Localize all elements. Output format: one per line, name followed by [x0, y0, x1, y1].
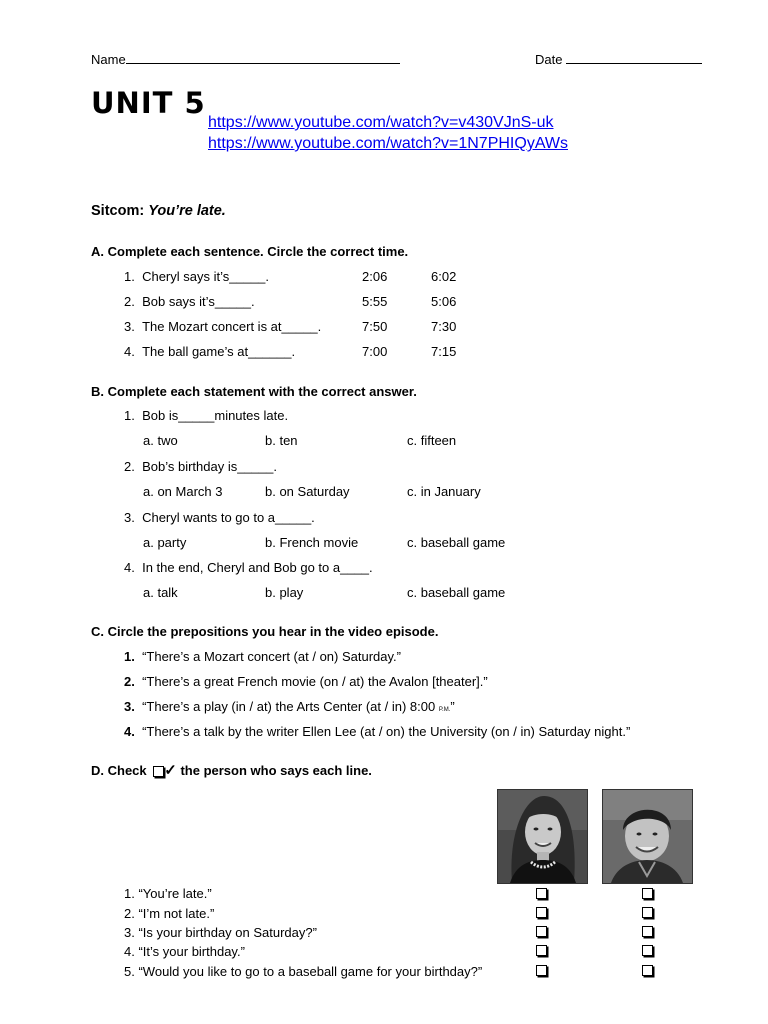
answer-option-a[interactable]: a. party [143, 535, 187, 550]
time-option[interactable]: 7:00 [362, 344, 388, 359]
answer-option-b[interactable]: b. on Saturday [265, 484, 350, 499]
section-c-heading: C. Circle the prepositions you hear in the video episode. [91, 624, 439, 639]
item-text: Bob is_____minutes late. [142, 408, 289, 423]
item-number: 4. [124, 560, 135, 575]
item-text: “There’s a play (in / at) the Arts Center (at / in) 8:00 [142, 699, 436, 714]
section-d-item [124, 886, 212, 901]
time-option[interactable]: 2:06 [362, 269, 388, 284]
answer-option-a[interactable]: a. talk [143, 585, 178, 600]
answer-option-a[interactable]: a. on March 3 [143, 484, 223, 499]
item-text: Cheryl says it’s_____. [142, 269, 270, 284]
time-option[interactable]: 6:02 [431, 269, 457, 284]
item-number: 3. [124, 699, 135, 714]
answer-option-c[interactable]: c. fifteen [407, 433, 457, 448]
section-b-item [124, 408, 288, 423]
checkbox-icon[interactable] [642, 907, 653, 918]
answer-option-c[interactable]: c. in January [407, 484, 481, 499]
time-option[interactable]: 5:06 [431, 294, 457, 309]
answer-option-c[interactable]: c. baseball game [407, 585, 506, 600]
unit-title: UNIT 5 [91, 86, 206, 120]
name-label: Name [91, 52, 126, 67]
item-text: The ball game’s at______. [142, 344, 296, 359]
item-number: 1. [124, 886, 135, 901]
answer-option-a[interactable]: a. two [143, 433, 178, 448]
section-a-item [124, 344, 295, 359]
section-a-item [124, 269, 269, 284]
section-b-item [124, 459, 277, 474]
section-c-item [124, 674, 488, 689]
section-a-heading: A. Complete each sentence. Circle the correct time. [91, 244, 409, 259]
checkbox-icon [153, 766, 164, 777]
heading-start: D. Check [91, 763, 147, 778]
cheryl-photo [497, 789, 588, 884]
answer-option-b[interactable]: b. play [265, 585, 304, 600]
item-number: 5. [124, 964, 135, 979]
time-option[interactable]: 7:15 [431, 344, 457, 359]
item-text: “There’s a talk by the writer Ellen Lee (at / on) the University (on / in) Saturday night.” [142, 724, 631, 739]
checkbox-icon[interactable] [642, 945, 653, 956]
section-d-item [124, 906, 214, 921]
checkbox-icon[interactable] [536, 907, 547, 918]
section-c-item [124, 649, 401, 664]
section-b-heading: B. Complete each statement with the correct answer. [91, 384, 417, 399]
time-option[interactable]: 7:30 [431, 319, 457, 334]
date-line[interactable] [566, 51, 702, 64]
video-link-2[interactable]: https://www.youtube.com/watch?v=1N7PHIQyAWs [208, 135, 568, 152]
item-number: 4. [124, 344, 135, 359]
section-c-item [124, 699, 455, 714]
item-number: 3. [124, 319, 135, 334]
item-number: 4. [124, 724, 135, 739]
section-d-item [124, 925, 317, 940]
checkbox-icon[interactable] [536, 965, 547, 976]
item-text: In the end, Cheryl and Bob go to a____. [142, 560, 373, 575]
item-number: 1. [124, 269, 135, 284]
checkbox-icon[interactable] [642, 926, 653, 937]
item-number: 2. [124, 906, 135, 921]
item-number: 3. [124, 925, 135, 940]
item-text: “There’s a Mozart concert (at / on) Saturday.” [142, 649, 401, 664]
item-text: The Mozart concert is at_____. [142, 319, 322, 334]
item-text: “You’re late.” [138, 886, 212, 901]
woman-portrait-icon [498, 790, 587, 883]
checkbox-icon[interactable] [642, 965, 653, 976]
item-number: 2. [124, 294, 135, 309]
date-field [535, 51, 702, 67]
item-text: “Is your birthday on Saturday?” [138, 925, 317, 940]
item-text: Bob says it’s_____. [142, 294, 255, 309]
section-c-item [124, 724, 630, 739]
bob-photo [602, 789, 693, 884]
answer-option-b[interactable]: b. ten [265, 433, 298, 448]
time-option[interactable]: 7:50 [362, 319, 388, 334]
section-d-item [124, 964, 482, 979]
item-text: Bob’s birthday is_____. [142, 459, 277, 474]
item-text: “I’m not late.” [138, 906, 215, 921]
item-text: Cheryl wants to go to a_____. [142, 510, 315, 525]
checkbox-icon[interactable] [642, 888, 653, 899]
sitcom-episode: You’re late. [148, 203, 226, 219]
section-d-item [124, 944, 245, 959]
sitcom-title [91, 203, 226, 219]
section-b-item [124, 560, 373, 575]
section-a-item [124, 319, 321, 334]
name-field [91, 51, 400, 67]
section-b-item [124, 510, 315, 525]
section-a-item [124, 294, 255, 309]
closing-quote: ” [450, 699, 455, 714]
pm-suffix: P.M. [438, 707, 451, 713]
section-d-heading [91, 761, 372, 779]
name-line[interactable] [126, 51, 400, 64]
checkbox-icon[interactable] [536, 888, 547, 899]
answer-option-b[interactable]: b. French movie [265, 535, 359, 550]
item-number: 3. [124, 510, 135, 525]
checkbox-icon[interactable] [536, 945, 547, 956]
item-number: 2. [124, 674, 135, 689]
time-option[interactable]: 5:55 [362, 294, 388, 309]
answer-option-c[interactable]: c. baseball game [407, 535, 506, 550]
man-portrait-icon [603, 790, 692, 883]
item-text: “There’s a great French movie (on / at) the Avalon [theater].” [142, 674, 488, 689]
checkmark-icon: ✓ [164, 762, 177, 779]
item-text: “It’s your birthday.” [138, 944, 245, 959]
heading-end: the person who says each line. [180, 763, 372, 778]
video-link-1[interactable]: https://www.youtube.com/watch?v=v430VJnS-uk [208, 114, 554, 131]
item-number: 4. [124, 944, 135, 959]
item-number: 2. [124, 459, 135, 474]
item-number: 1. [124, 408, 135, 423]
date-label: Date [535, 52, 563, 67]
sitcom-label: Sitcom: [91, 203, 145, 219]
checkbox-icon[interactable] [536, 926, 547, 937]
item-number: 1. [124, 649, 135, 664]
item-text: “Would you like to go to a baseball game for your birthday?” [138, 964, 483, 979]
